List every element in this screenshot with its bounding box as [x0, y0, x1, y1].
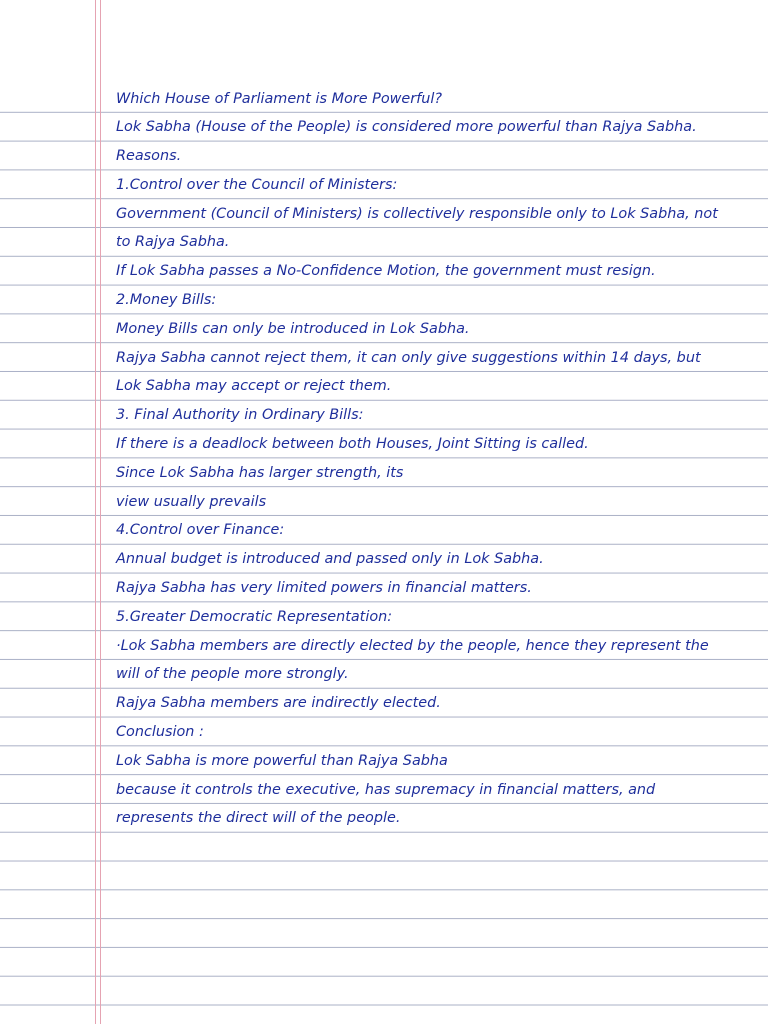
- page-top-margin: [0, 0, 768, 84]
- note-line: to Rajya Sabha.: [116, 234, 230, 251]
- note-subheading: Conclusion :: [116, 724, 204, 741]
- note-line: If Lok Sabha passes a No-Confidence Motion, the government must resign.: [116, 263, 656, 280]
- note-line: Money Bills can only be introduced in Lok Sabha.: [116, 320, 470, 337]
- note-subheading: 3. Final Authority in Ordinary Bills:: [116, 407, 364, 424]
- margin-line-left: [95, 0, 96, 1024]
- note-line: Lok Sabha (House of the People) is considered more powerful than Rajya Sabha.: [116, 119, 697, 136]
- note-line: view usually prevails: [116, 493, 267, 510]
- note-line: will of the people more strongly.: [116, 666, 349, 683]
- note-line: Rajya Sabha members are indirectly elected.: [116, 695, 441, 712]
- note-line: represents the direct will of the people.: [116, 810, 401, 827]
- note-line: If there is a deadlock between both Houses, Joint Sitting is called.: [116, 436, 589, 453]
- note-line: Rajya Sabha cannot reject them, it can only give suggestions within 14 days, but: [116, 349, 701, 366]
- note-line: Lok Sabha may accept or reject them.: [116, 378, 392, 395]
- note-subheading: 1.Control over the Council of Ministers:: [116, 176, 398, 193]
- note-line: Government (Council of Ministers) is collectively responsible only to Lok Sabha, not: [116, 205, 718, 222]
- note-subheading: Reasons.: [116, 148, 182, 165]
- note-heading: Which House of Parliament is More Powerful?: [116, 90, 442, 107]
- note-line: Rajya Sabha has very limited powers in financial matters.: [116, 580, 532, 597]
- note-line: Since Lok Sabha has larger strength, its: [116, 464, 404, 481]
- note-line: Annual budget is introduced and passed only in Lok Sabha.: [116, 551, 544, 568]
- note-line: because it controls the executive, has supremacy in financial matters, and: [116, 781, 656, 798]
- note-subheading: 4.Control over Finance:: [116, 522, 285, 539]
- note-subheading: 2.Money Bills:: [116, 292, 217, 309]
- handwritten-notes: [116, 84, 756, 833]
- margin-line-right: [100, 0, 101, 1024]
- note-subheading: 5.Greater Democratic Representation:: [116, 608, 393, 625]
- note-line: Lok Sabha is more powerful than Rajya Sabha: [116, 752, 448, 769]
- note-line: ·Lok Sabha members are directly elected by the people, hence they represent the: [116, 637, 709, 654]
